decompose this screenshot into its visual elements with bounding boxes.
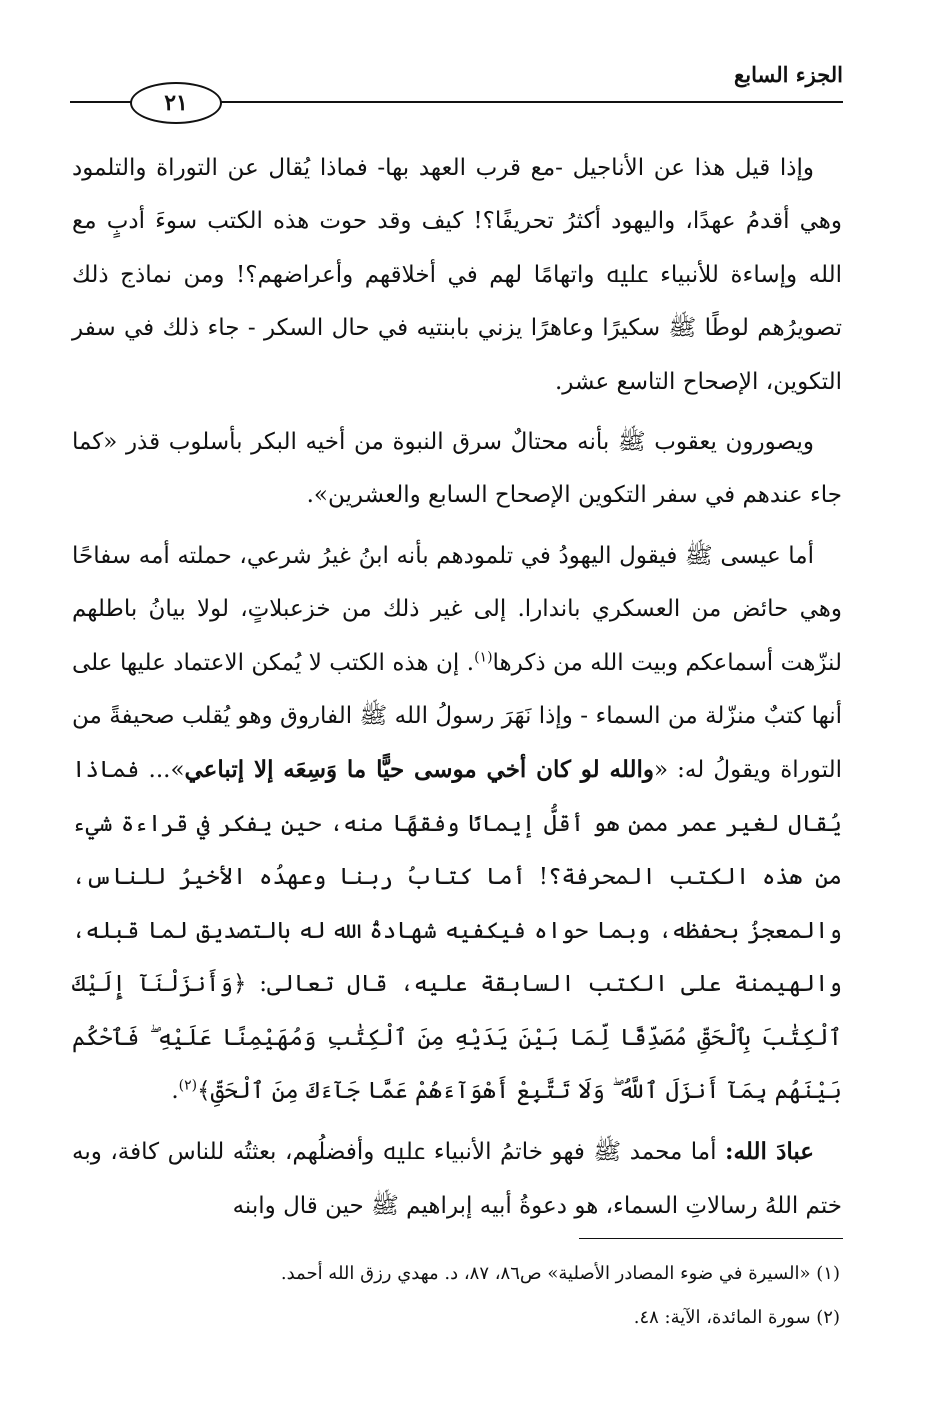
- paragraph-4: [72, 1125, 842, 1233]
- footnotes: [72, 1252, 840, 1340]
- paragraph-3-end: .: [171, 1077, 179, 1104]
- paragraph-4-lead: عبادَ الله:: [725, 1138, 814, 1166]
- paragraph-2: ويصورون يعقوب ﷺ بأنه محتالٌ سرق النبوة من أخيه البكر بأسلوب قذر «كما جاء عندهم في سفر التكوين الإصحاح السابع والعشرين».: [72, 429, 842, 509]
- paragraph-3-text-b: . إن هذه الكتب لا يُمكن الاعتماد عليها على أنها كتبٌ منزّلة من السماء - وإذا نَهَرَ رسولُ الله ﷺ الفاروق وهو يُقلب صحيفةً من التوراة ويقولُ له: «: [72, 649, 842, 784]
- footnote-rule: [579, 1238, 843, 1239]
- footnote-2: (٢) سورة المائدة، الآية: ٤٨.: [633, 1307, 840, 1328]
- page-number-oval: [130, 82, 222, 124]
- paragraph-3-text-a: أما عيسى ﷺ فيقول اليهودُ في تلمودهم بأنه ابنُ غيرُ شرعي، حملته أمه سفاحًا وهي حائض من العسكري باندارا. إلى غير ذلك من خزعبلاتٍ، لولا بيانُ باطلهم لنزّهت أسماعكم وبيت الله من ذكرها: [72, 542, 842, 676]
- page-number: ٢١: [164, 90, 188, 116]
- paragraph-3-text-c: »... فماذا يُقال لغير عمر ممن هو أقلُّ إيمانًا وفقهًا منه، حين يفكر في قراءة شيء من هذه الكتب المحرفة؟! أما كتابُ ربنا وعهدُه الأخيرُ للناس، والمعجزُ بحفظه، وبما حواه فيكفيه شهادةُ الله له بالتصديق لما قبله، والهيمنة على الكتب السابقة عليه، قال تعالى: ﴿وَأَنزَلْنَآ إِلَيْكَ ٱلْكِتَٰبَ بِٱلْحَقِّ مُصَدِّقًا لِّمَا بَيْنَ يَدَيْهِ مِنَ ٱلْكِتَٰبِ وَمُهَيْمِنًا عَلَيْهِ ۖ فَٱحْكُم بَيْنَهُم بِمَآ أَنزَلَ ٱللَّهُ ۖ وَلَا تَتَّبِعْ أَهْوَآءَهُمْ عَمَّا جَآءَكَ مِنَ ٱلْحَقِّ﴾: [72, 757, 842, 1104]
- footnote-marker-2: (٢): [178, 1077, 198, 1094]
- paragraph-3: [72, 530, 842, 1118]
- footnote-1: (١) «السيرة في ضوء المصادر الأصلية» ص٨٦، ٨٧، د. مهدي رزق الله أحمد.: [280, 1263, 840, 1284]
- paragraph-1: وإذا قيل هذا عن الأناجيل -مع قرب العهد بها- فماذا يُقال عن التوراة والتلمود وهي أقدمُ عهدًا، واليهود أكثرُ تحريفًا؟! كيف وقد حوت هذه الكتب سوءَ أدبٍ مع الله وإساءة للأنبياء ﷷ واتهامًا لهم في أخلاقهم وأعراضهم؟! ومن نماذج ذلك تصويرُهم لوطًا ﷺ سكيرًا وعاهرًا يزني بابنتيه في حال السكر - جاء ذلك في سفر التكوين، الإصحاح التاسع عشر.: [72, 155, 842, 395]
- running-title: الجزء السابع: [734, 62, 843, 87]
- hadith-quote: والله لو كان أخي موسى حيًّا ما وَسِعَه إلا إتباعي: [184, 756, 654, 784]
- paragraph-4-text: أما محمد ﷺ فهو خاتمُ الأنبياء ﷷ وأفضلُهم، بعثتُه للناس كافة، وبه ختم اللهُ رسالاتِ السماء، هو دعوةُ أبيه إبراهيم ﷺ حين قال وابنه: [72, 1139, 842, 1219]
- body-text: [72, 142, 842, 1240]
- footnote-marker-1: (١): [474, 649, 493, 665]
